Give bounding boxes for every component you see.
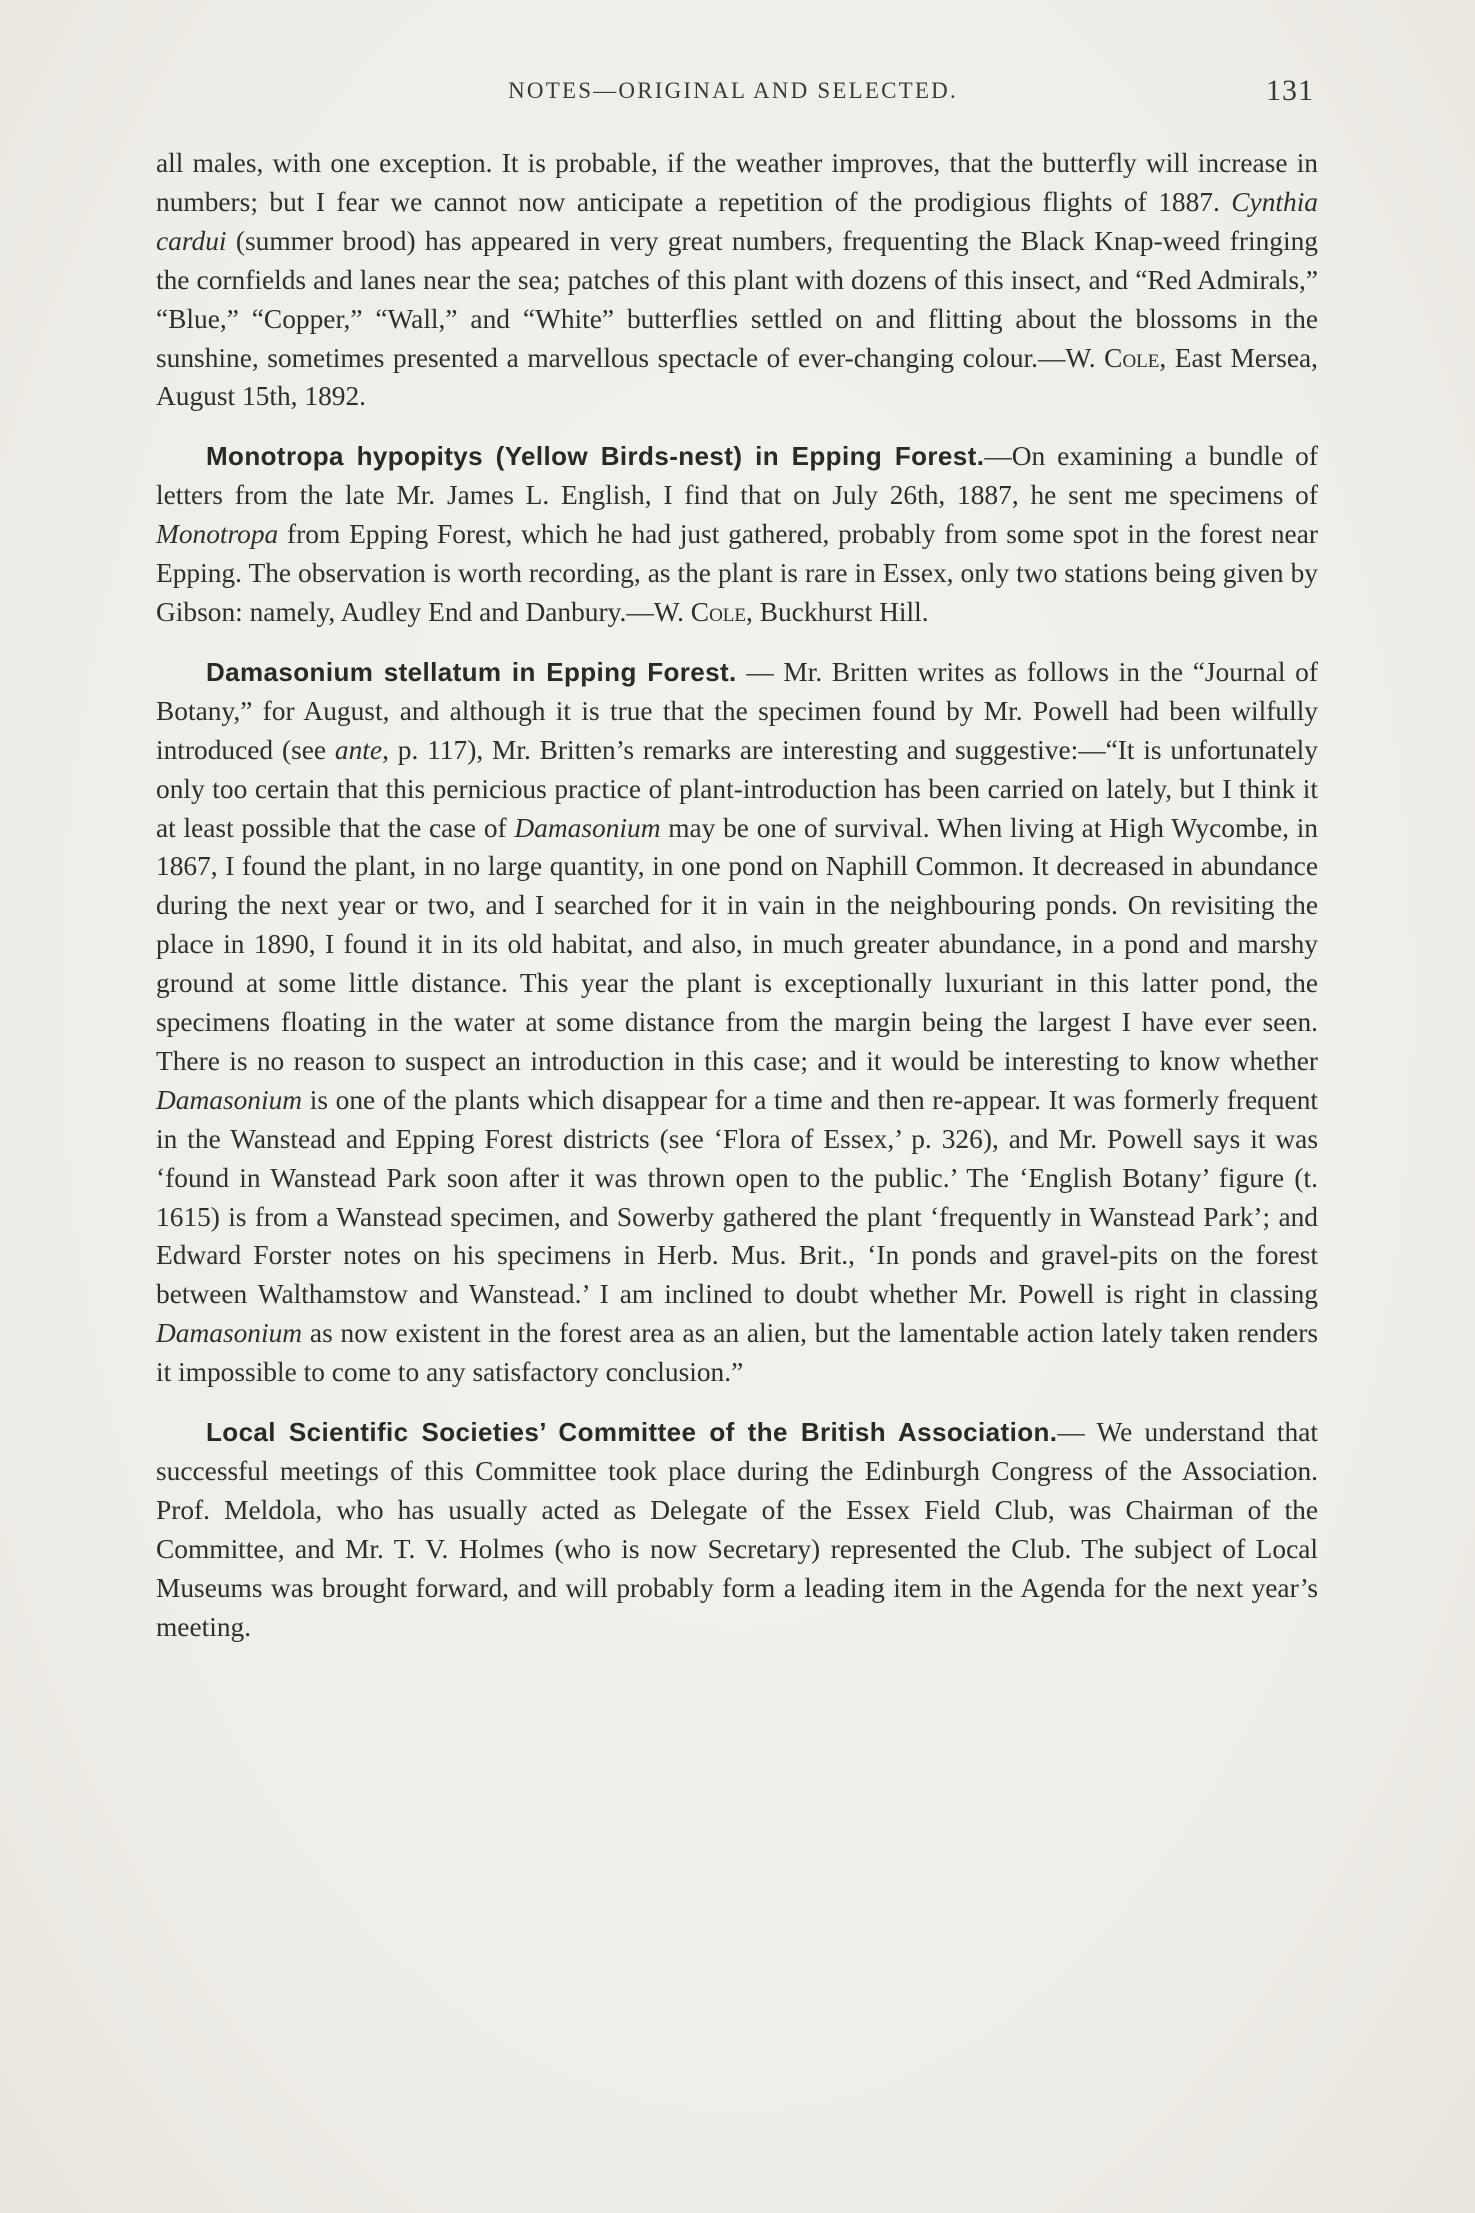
running-title: NOTES—ORIGINAL AND SELECTED. xyxy=(508,78,958,103)
text-segment: from Epping Forest, which he had just gathered, probably from some spot in the forest near Epping. The observation is worth recording, as the plant is rare in Essex, only two stations being given by Gibson: namely, Audley End and Danbury.—W. xyxy=(156,519,1318,627)
text-segment: all males, with one exception. It is probable, if the weather improves, that the butterfly will increase in numbers; but I fear we cannot now anticipate a repetition of the prodigious flights of 1887. xyxy=(156,148,1318,217)
paragraph-damasonium xyxy=(156,653,1318,1392)
text-segment: —On examining a bundle of letters from the late Mr. James L. English, I find that on July 26th, 1887, he sent me specimens of xyxy=(156,441,1318,511)
text-segment: , East Mersea, August 15th, 1892. xyxy=(156,342,1319,412)
text-segment: may be one of survival. When living at High Wycombe, in 1867, I found the plant, in no large quantity, in one pond on Naphill Common. It decreased in abundance during the next year or two, and I searched for it in vain in the neighbouring ponds. On revisiting the place in 1890, I found it in its old habitat, and also, in much greater abundance, in a pond and marshy ground at some little distance. This year the plant is exceptionally luxuriant in this latter pond, the specimens floating in the water at some distance from the margin being the largest I have ever seen. There is no reason to suspect an introduction in this case; and it would be interesting to know whether xyxy=(156,812,1318,1076)
section-heading: Local Scientific Societies’ Committee of the British Association. xyxy=(206,1417,1058,1448)
text-segment: as now existent in the forest area as an alien, but the lamentable action lately taken renders it impossible to come to any satisfactory conclusion.” xyxy=(156,1318,1318,1388)
running-head xyxy=(152,74,1314,114)
page-number: 131 xyxy=(1266,74,1314,107)
section-heading: Monotropa hypopitys (Yellow Birds-nest) in Epping Forest. xyxy=(206,441,985,472)
text-segment: , Buckhurst Hill. xyxy=(746,596,929,627)
section-heading: Damasonium stellatum in Epping Forest. xyxy=(206,656,737,687)
text-segment: , p. 117), Mr. Britten’s remarks are interesting and suggestive:—“It is unfortunately only too certain that this pernicious practice of plant-introduction has been carried on lately, but I think it at least possible that the case of xyxy=(156,734,1318,843)
species-name: Damasonium xyxy=(156,1084,303,1115)
text-segment: is one of the plants which disappear for a time and then re-appear. It was formerly frequent in the Wanstead and Epping Forest districts (see ‘Flora of Essex,’ p. 326), and Mr. Powell says it was ‘found in Wanstead Park soon after it was thrown open to the public.’ The ‘English Botany’ figure (t. 1615) is from a Wanstead specimen, and Sowerby gathered the plant ‘frequently in Wanstead Park’; and Edward Forster notes on his specimens in Herb. Mus. Brit., ‘In ponds and gravel-pits on the forest between Walthamstow and Wanstead.’ I am inclined to doubt whether Mr. Powell is right in classing xyxy=(156,1084,1318,1310)
paragraph-continuation xyxy=(156,144,1318,416)
text-segment: — Mr. Britten writes as follows in the “Journal of Botany,” for August, and although it is true that the specimen found by Mr. Powell had been wilfully introduced (see xyxy=(156,656,1318,765)
paragraph-local-societies xyxy=(156,1413,1318,1646)
paragraph-monotropa xyxy=(156,437,1318,632)
species-name: Damasonium xyxy=(156,1318,303,1349)
species-name: Monotropa xyxy=(156,519,279,550)
author-name: Cole xyxy=(690,596,746,627)
text-segment: (summer brood) has appeared in very great numbers, frequenting the Black Knap-weed fringing the cornfields and lanes near the sea; patches of this plant with dozens of this insect, and “Red Admirals,” “Blue,” “Copper,” “Wall,” and “White” butterflies settled on and flitting about the blossoms in the sunshine, sometimes presented a marvellous spectacle of ever-changing colour.—W. xyxy=(156,225,1318,373)
latin-term: ante xyxy=(334,734,383,765)
author-name: Cole xyxy=(1104,342,1160,373)
body-text xyxy=(156,144,1318,1647)
species-name: Cynthia cardui xyxy=(156,186,1318,256)
text-segment: — We understand that successful meetings of this Committee took place during the Edinburgh Congress of the Association. Prof. Meldola, who has usually acted as Delegate of the Essex Field Club, was Chairman of the Committee, and Mr. T. V. Holmes (who is now Secretary) represented the Club. The subject of Local Museums was brought forward, and will probably form a leading item in the Agenda for the next year’s meeting. xyxy=(156,1417,1318,1642)
species-name: Damasonium xyxy=(514,812,661,843)
